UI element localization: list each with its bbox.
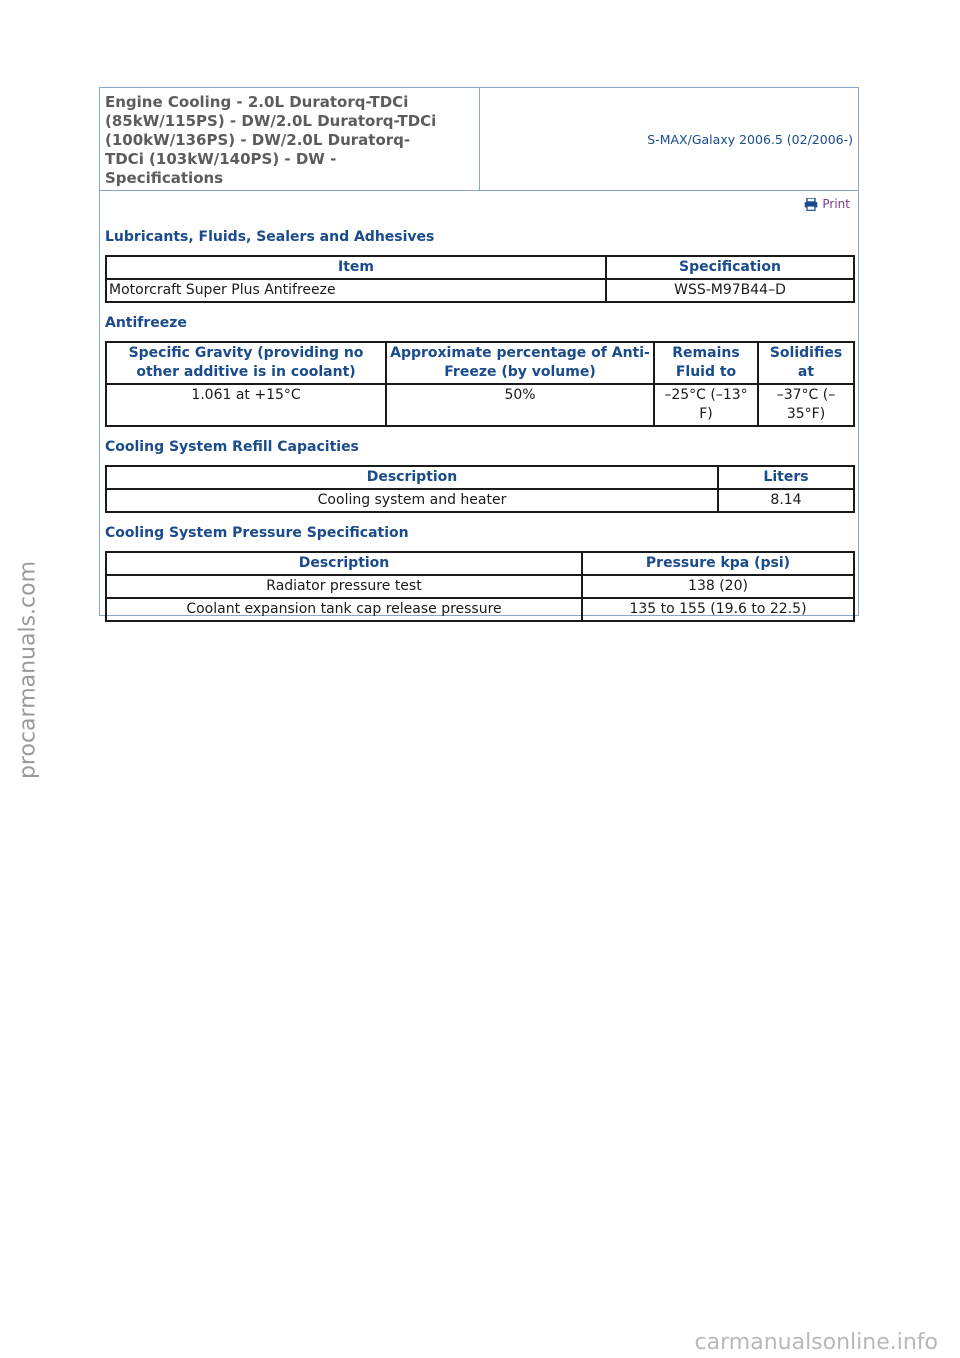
column-header: Item: [106, 256, 606, 279]
print-button[interactable]: [804, 197, 850, 211]
column-header: Approximate percentage of Anti-Freeze (by volume): [386, 342, 654, 384]
watermark-bottom: carmanualsonline.info: [694, 1330, 938, 1355]
table-row: [106, 598, 854, 621]
capacities-table: [105, 465, 855, 513]
column-header: Liters: [718, 466, 854, 489]
column-header: Solidifies at: [758, 342, 854, 384]
table-row: [106, 575, 854, 598]
section-title-capacities: Cooling System Refill Capacities: [105, 439, 359, 455]
printer-icon: [804, 198, 818, 211]
table-cell: 8.14: [718, 489, 854, 512]
section-title-antifreeze: Antifreeze: [105, 315, 187, 331]
watermark-vertical-text: procarmanuals.com: [15, 560, 41, 780]
table-cell: Cooling system and heater: [106, 489, 718, 512]
pressure-table: [105, 551, 855, 622]
column-header: Remains Fluid to: [654, 342, 758, 384]
table-cell: Radiator pressure test: [106, 575, 582, 598]
vehicle-model: S-MAX/Galaxy 2006.5 (02/2006-): [647, 131, 853, 147]
lubricants-table: [105, 255, 855, 303]
table-cell: –25°C (–13° F): [654, 384, 758, 426]
section-title-lubricants: Lubricants, Fluids, Sealers and Adhesives: [105, 229, 435, 245]
table-row: [106, 279, 854, 302]
table-cell: Motorcraft Super Plus Antifreeze: [106, 279, 606, 302]
column-header: Description: [106, 466, 718, 489]
table-row: [106, 384, 854, 426]
print-label: Print: [822, 197, 850, 211]
table-cell: 135 to 155 (19.6 to 22.5): [582, 598, 854, 621]
column-header: Description: [106, 552, 582, 575]
table-row: [106, 489, 854, 512]
page-header: [100, 88, 858, 191]
watermark-vertical: [8, 560, 48, 780]
column-header: Specification: [606, 256, 854, 279]
document-page: [99, 87, 859, 616]
table-cell: Coolant expansion tank cap release pressure: [106, 598, 582, 621]
antifreeze-table: [105, 341, 855, 427]
column-header: Pressure kpa (psi): [582, 552, 854, 575]
page-title: Engine Cooling - 2.0L Duratorq-TDCi (85kW/115PS) - DW/2.0L Duratorq-TDCi (100kW/136PS) - DW/2.0L Duratorq- TDCi (103kW/140PS) - DW - Specifications: [100, 88, 480, 190]
column-header: Specific Gravity (providing no other additive is in coolant): [106, 342, 386, 384]
table-cell: 138 (20): [582, 575, 854, 598]
table-cell: WSS-M97B44–D: [606, 279, 854, 302]
table-cell: 50%: [386, 384, 654, 426]
table-cell: 1.061 at +15°C: [106, 384, 386, 426]
section-title-pressure: Cooling System Pressure Specification: [105, 525, 409, 541]
table-cell: –37°C (– 35°F): [758, 384, 854, 426]
